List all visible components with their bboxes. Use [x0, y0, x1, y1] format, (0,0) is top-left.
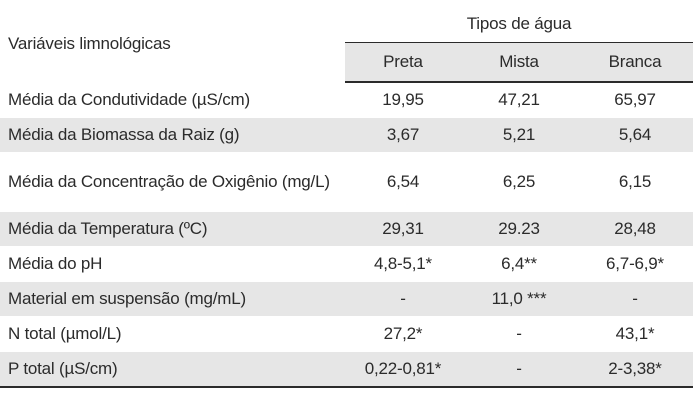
cell-branca: 2-3,38* — [577, 352, 693, 388]
row-label: Média da Temperatura (ºC) — [0, 212, 345, 247]
cell-preta: 0,22-0,81* — [345, 352, 461, 388]
cell-mista: 5,21 — [461, 118, 577, 153]
row-label: Material em suspensão (mg/mL) — [0, 282, 345, 317]
cell-branca: - — [577, 282, 693, 317]
cell-mista: - — [461, 352, 577, 388]
cell-branca: 28,48 — [577, 212, 693, 247]
table-row — [0, 282, 693, 317]
water-type-group-header: Tipos de água — [345, 0, 693, 43]
row-label: Média da Condutividade (µS/cm) — [0, 82, 345, 118]
table-row — [0, 82, 693, 118]
table-row — [0, 352, 693, 388]
cell-preta: 27,2* — [345, 317, 461, 352]
cell-mista: - — [461, 317, 577, 352]
cell-preta: 19,95 — [345, 82, 461, 118]
cell-preta: 29,31 — [345, 212, 461, 247]
column-header-mista: Mista — [461, 43, 577, 83]
cell-mista: 11,0 *** — [461, 282, 577, 317]
cell-mista: 6,4** — [461, 247, 577, 282]
cell-mista: 47,21 — [461, 82, 577, 118]
cell-preta: - — [345, 282, 461, 317]
row-label: Média da Concentração de Oxigênio (mg/L) — [0, 153, 345, 212]
cell-branca: 43,1* — [577, 317, 693, 352]
column-header-branca: Branca — [577, 43, 693, 83]
row-header-label: Variáveis limnológicas — [8, 34, 171, 53]
cell-preta: 3,67 — [345, 118, 461, 153]
table-row — [0, 118, 693, 153]
table-row — [0, 212, 693, 247]
cell-preta: 4,8-5,1* — [345, 247, 461, 282]
table-row — [0, 153, 693, 212]
table-row — [0, 317, 693, 352]
table-header-row — [0, 0, 693, 43]
row-label: P total (µS/cm) — [0, 352, 345, 388]
table-row — [0, 247, 693, 282]
cell-branca: 65,97 — [577, 82, 693, 118]
cell-branca: 6,15 — [577, 153, 693, 212]
cell-mista: 6,25 — [461, 153, 577, 212]
cell-preta: 6,54 — [345, 153, 461, 212]
row-label: N total (µmol/L) — [0, 317, 345, 352]
cell-mista: 29.23 — [461, 212, 577, 247]
row-label: Média do pH — [0, 247, 345, 282]
cell-branca: 5,64 — [577, 118, 693, 153]
column-header-preta: Preta — [345, 43, 461, 83]
cell-branca: 6,7-6,9* — [577, 247, 693, 282]
row-label: Média da Biomassa da Raiz (g) — [0, 118, 345, 153]
